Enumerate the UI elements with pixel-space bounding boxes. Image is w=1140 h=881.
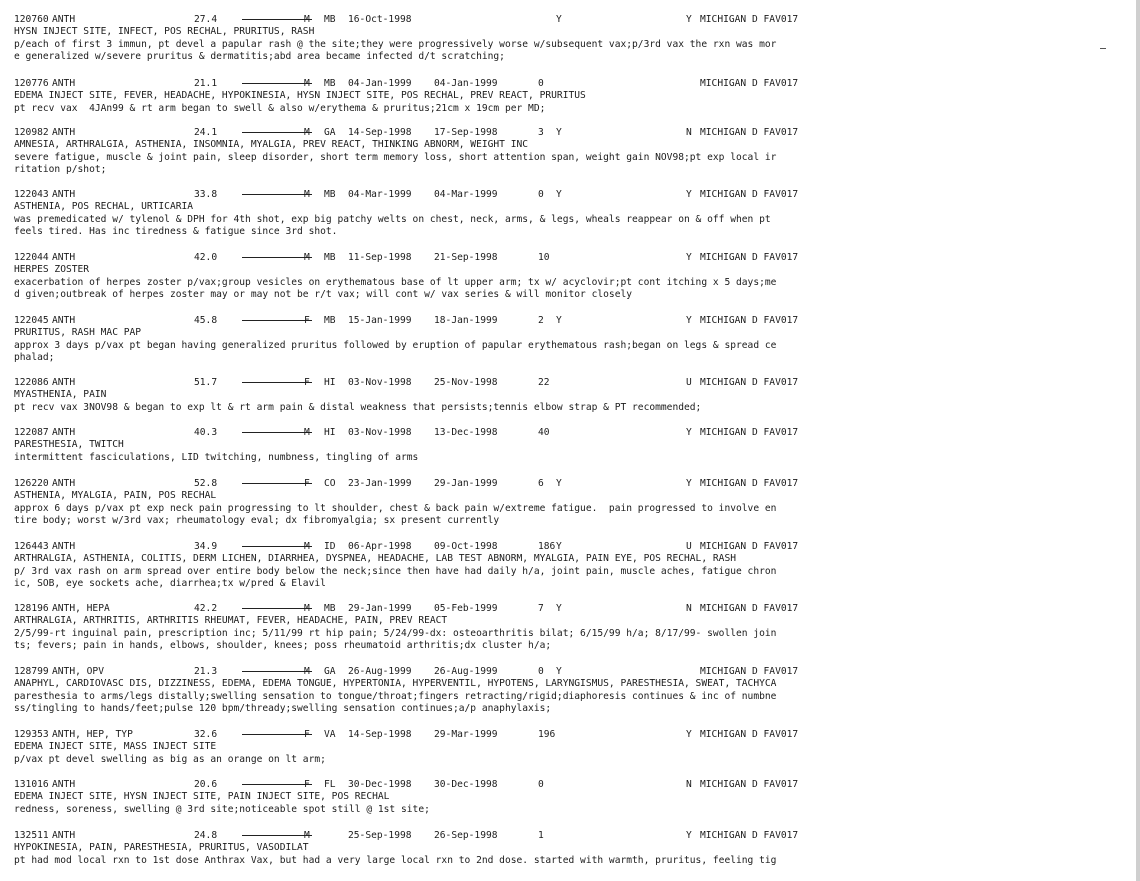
onset-date: 29-Jan-1999: [434, 478, 498, 489]
symptom-terms: HYSN INJECT SITE, INFECT, POS RECHAL, PRURITUS, RASH: [14, 26, 315, 37]
vaccine-list: ANTH, HEPA: [52, 603, 110, 614]
flag-two: Y: [686, 427, 692, 438]
case-narrative-line: severe fatigue, muscle & joint pain, sleep disorder, short term memory loss, short attention span, weight gain NOV98;pt exp local ir: [14, 151, 777, 163]
reporting-site: MICHIGAN D FAV017: [700, 127, 799, 138]
case-narrative-line: pt recv vax 3NOV98 & began to exp lt & rt arm pain & distal weakness that persists;tennis elbow strap & PT recommended;: [14, 401, 702, 413]
vaccine-list: ANTH: [52, 315, 76, 326]
case-record: [14, 427, 944, 464]
symptom-terms: MYASTHENIA, PAIN: [14, 389, 107, 400]
symptom-terms: PARESTHESIA, TWITCH: [14, 439, 124, 450]
vaccination-date: 25-Sep-1998: [348, 830, 412, 841]
onset-days: 196: [538, 729, 556, 740]
record-header: [14, 377, 944, 389]
onset-days: 186: [538, 541, 556, 552]
case-record: [14, 541, 944, 591]
patient-state: MB: [324, 78, 336, 89]
vaccination-date: 06-Apr-1998: [348, 541, 412, 552]
case-narrative-line: e generalized w/severe pruritus & dermatitis;abd area became infected d/t scratching;: [14, 51, 505, 63]
case-record: [14, 127, 944, 177]
case-narrative-line: approx 6 days p/vax pt exp neck pain progressing to lt shoulder, chest & back pain w/extreme fatigue. pain progressed to involve en: [14, 502, 777, 514]
symptom-terms: AMNESIA, ARTHRALGIA, ASTHENIA, INSOMNIA, MYALGIA, PREV REACT, THINKING ABNORM, WEIGHT INC: [14, 139, 529, 150]
vaccine-list: ANTH: [52, 427, 76, 438]
onset-date: 18-Jan-1999: [434, 315, 498, 326]
onset-date: 09-Oct-1998: [434, 541, 498, 552]
case-record: [14, 252, 944, 302]
onset-days: 0: [538, 189, 544, 200]
case-narrative-line: was premedicated w/ tylenol & DPH for 4th shot, exp big patchy welts on chest, neck, arms, & legs, wheals reappear on & off when pt: [14, 213, 771, 225]
case-record: [14, 478, 944, 528]
case-id: 122045: [14, 315, 49, 326]
record-header: [14, 14, 944, 26]
symptom-terms: ASTHENIA, MYALGIA, PAIN, POS RECHAL: [14, 490, 217, 501]
vaccine-list: ANTH: [52, 478, 76, 489]
patient-sex: M: [304, 830, 310, 841]
patient-state: ID: [324, 541, 336, 552]
case-narrative-line: approx 3 days p/vax pt began having generalized pruritus followed by eruption of papular erythematous rash;began on legs & spread ce: [14, 339, 777, 351]
onset-date: 26-Sep-1998: [434, 830, 498, 841]
redaction-line: [242, 671, 312, 672]
onset-days: 3: [538, 127, 544, 138]
reporting-site: MICHIGAN D FAV017: [700, 830, 799, 841]
case-narrative-line: intermittent fasciculations, LID twitching, numbness, tingling of arms: [14, 451, 419, 463]
patient-sex: M: [304, 666, 310, 677]
onset-days: 1: [538, 830, 544, 841]
case-record: [14, 189, 944, 239]
record-header: [14, 478, 944, 490]
case-narrative-line: tire body; worst w/3rd vax; rheumatology eval; dx fibromyalgia; sx present currently: [14, 515, 500, 527]
reporting-site: MICHIGAN D FAV017: [700, 377, 799, 388]
onset-days: 10: [538, 252, 550, 263]
onset-date: 29-Mar-1999: [434, 729, 498, 740]
record-header: [14, 729, 944, 741]
flag-one: Y: [556, 14, 562, 25]
redaction-line: [242, 132, 312, 133]
onset-date: 30-Dec-1998: [434, 779, 498, 790]
case-narrative-line: feels tired. Has inc tiredness & fatigue since 3rd shot.: [14, 226, 338, 238]
patient-sex: M: [304, 78, 310, 89]
redaction-line: [242, 784, 312, 785]
onset-days: 7: [538, 603, 544, 614]
record-header: [14, 779, 944, 791]
case-narrative-line: pt recv vax 4JAn99 & rt arm began to swell & also w/erythema & pruritus;21cm x 19cm per MD;: [14, 102, 546, 114]
vaccine-list: ANTH: [52, 189, 76, 200]
case-narrative-line: 2/5/99-rt inguinal pain, prescription inc; 5/11/99 rt hip pain; 5/24/99-dx: osteoarthritis bilat; 6/15/99 h/a; 8/17/99- swollen join: [14, 627, 777, 639]
flag-two: Y: [686, 252, 692, 263]
flag-one: Y: [556, 541, 562, 552]
patient-state: HI: [324, 377, 336, 388]
reporting-site: MICHIGAN D FAV017: [700, 478, 799, 489]
record-header: [14, 666, 944, 678]
case-record: [14, 603, 944, 653]
patient-sex: F: [304, 315, 310, 326]
patient-age: 27.4: [194, 14, 218, 25]
flag-two: Y: [686, 830, 692, 841]
vaccine-list: ANTH, HEP, TYP: [52, 729, 133, 740]
redaction-line: [242, 19, 312, 20]
case-id: 131016: [14, 779, 49, 790]
patient-sex: M: [304, 541, 310, 552]
patient-sex: M: [304, 603, 310, 614]
symptom-terms: PRURITUS, RASH MAC PAP: [14, 327, 142, 338]
vaccine-list: ANTH: [52, 127, 76, 138]
case-narrative-line: p/each of first 3 immun, pt devel a papular rash @ the site;they were progressively worse w/subsequent vax;p/3rd vax the rxn was mor: [14, 38, 777, 50]
reporting-site: MICHIGAN D FAV017: [700, 189, 799, 200]
case-narrative-line: phalad;: [14, 352, 55, 364]
case-id: 128799: [14, 666, 49, 677]
flag-two: Y: [686, 315, 692, 326]
redaction-line: [242, 835, 312, 836]
onset-days: 2: [538, 315, 544, 326]
flag-one: Y: [556, 315, 562, 326]
vaccination-date: 04-Jan-1999: [348, 78, 412, 89]
patient-sex: F: [304, 478, 310, 489]
onset-days: 6: [538, 478, 544, 489]
case-narrative-line: p/vax pt devel swelling as big as an orange on lt arm;: [14, 753, 326, 765]
page-edge-shadow: [1136, 0, 1140, 881]
symptom-terms: HERPES ZOSTER: [14, 264, 90, 275]
flag-two: U: [686, 377, 692, 388]
case-id: 122043: [14, 189, 49, 200]
patient-sex: M: [304, 427, 310, 438]
record-header: [14, 127, 944, 139]
record-header: [14, 830, 944, 842]
patient-sex: M: [304, 127, 310, 138]
flag-two: Y: [686, 189, 692, 200]
record-header: [14, 252, 944, 264]
vaccination-date: 14-Sep-1998: [348, 729, 412, 740]
flag-one: Y: [556, 666, 562, 677]
flag-one: Y: [556, 127, 562, 138]
case-record: [14, 315, 944, 365]
reporting-site: MICHIGAN D FAV017: [700, 14, 799, 25]
symptom-terms: ARTHRALGIA, ARTHRITIS, ARTHRITIS RHEUMAT, FEVER, HEADACHE, PAIN, PREV REACT: [14, 615, 448, 626]
patient-state: MB: [324, 315, 336, 326]
record-header: [14, 427, 944, 439]
vaccination-date: 26-Aug-1999: [348, 666, 412, 677]
case-narrative-line: d given;outbreak of herpes zoster may or may not be r/t vax; will cont w/ vax series & will monitor closely: [14, 289, 633, 301]
patient-sex: M: [304, 252, 310, 263]
patient-age: 42.2: [194, 603, 218, 614]
patient-age: 21.1: [194, 78, 218, 89]
reporting-site: MICHIGAN D FAV017: [700, 78, 799, 89]
onset-days: 0: [538, 779, 544, 790]
case-record: [14, 779, 944, 816]
case-id: 129353: [14, 729, 49, 740]
patient-age: 21.3: [194, 666, 218, 677]
onset-days: 0: [538, 78, 544, 89]
vaccination-date: 03-Nov-1998: [348, 427, 412, 438]
reporting-site: MICHIGAN D FAV017: [700, 729, 799, 740]
case-record: [14, 830, 944, 867]
reporting-site: MICHIGAN D FAV017: [700, 603, 799, 614]
case-narrative-line: ss/tingling to hands/feet;pulse 120 bpm/thready;swelling sensation continues;a/p anaphylaxis;: [14, 703, 552, 715]
case-narrative-line: paresthesia to arms/legs distally;swelling sensation to tongue/throat;fingers retracting/rigid;diaphoresis continues & inc of numbne: [14, 690, 777, 702]
patient-state: MB: [324, 603, 336, 614]
case-narrative-line: ic, SOB, eye sockets ache, diarrhea;tx w/pred & Elavil: [14, 578, 326, 590]
patient-state: MB: [324, 252, 336, 263]
record-header: [14, 315, 944, 327]
patient-state: HI: [324, 427, 336, 438]
patient-age: 45.8: [194, 315, 218, 326]
flag-one: Y: [556, 478, 562, 489]
symptom-terms: ANAPHYL, CARDIOVASC DIS, DIZZINESS, EDEMA, EDEMA TONGUE, HYPERTONIA, HYPERVENTIL, HYPOTENS, LARYNGISMUS, PARESTHESIA, SWEAT, TACHYCA: [14, 678, 777, 689]
case-id: 122086: [14, 377, 49, 388]
flag-two: U: [686, 541, 692, 552]
redaction-line: [242, 83, 312, 84]
record-header: [14, 189, 944, 201]
patient-age: 24.8: [194, 830, 218, 841]
symptom-terms: EDEMA INJECT SITE, FEVER, HEADACHE, HYPOKINESIA, HYSN INJECT SITE, POS RECHAL, PREV REACT, PRURITUS: [14, 90, 586, 101]
patient-state: MB: [324, 189, 336, 200]
redaction-line: [242, 483, 312, 484]
vaccination-date: 11-Sep-1998: [348, 252, 412, 263]
case-narrative-line: redness, soreness, swelling @ 3rd site;noticeable spot still @ 1st site;: [14, 803, 430, 815]
patient-sex: F: [304, 729, 310, 740]
vaccine-list: ANTH: [52, 78, 76, 89]
flag-two: N: [686, 127, 692, 138]
onset-date: 04-Mar-1999: [434, 189, 498, 200]
patient-age: 42.0: [194, 252, 218, 263]
case-id: 122087: [14, 427, 49, 438]
patient-sex: F: [304, 779, 310, 790]
patient-state: VA: [324, 729, 336, 740]
case-narrative-line: exacerbation of herpes zoster p/vax;group vesicles on erythematous base of lt upper arm; tx w/ acyclovir;pt cont itching x 5 days;me: [14, 276, 777, 288]
redaction-line: [242, 608, 312, 609]
patient-sex: M: [304, 189, 310, 200]
case-id: 120760: [14, 14, 49, 25]
case-id: 120982: [14, 127, 49, 138]
case-id: 122044: [14, 252, 49, 263]
reporting-site: MICHIGAN D FAV017: [700, 541, 799, 552]
redaction-line: [242, 320, 312, 321]
patient-state: GA: [324, 127, 336, 138]
case-id: 128196: [14, 603, 49, 614]
onset-days: 22: [538, 377, 550, 388]
vaccination-date: 29-Jan-1999: [348, 603, 412, 614]
record-header: [14, 603, 944, 615]
vaccination-date: 16-Oct-1998: [348, 14, 412, 25]
symptom-terms: EDEMA INJECT SITE, HYSN INJECT SITE, PAIN INJECT SITE, POS RECHAL: [14, 791, 390, 802]
flag-one: Y: [556, 603, 562, 614]
vaccine-list: ANTH: [52, 779, 76, 790]
record-header: [14, 78, 944, 90]
vaccine-list: ANTH, OPV: [52, 666, 104, 677]
patient-state: CO: [324, 478, 336, 489]
patient-age: 20.6: [194, 779, 218, 790]
margin-mark: [1100, 48, 1106, 49]
case-id: 132511: [14, 830, 49, 841]
redaction-line: [242, 734, 312, 735]
onset-date: 17-Sep-1998: [434, 127, 498, 138]
symptom-terms: ARTHRALGIA, ASTHENIA, COLITIS, DERM LICHEN, DIARRHEA, DYSPNEA, HEADACHE, LAB TEST ABNORM, MYALGIA, PAIN EYE, POS RECHAL, RASH: [14, 553, 736, 564]
case-record: [14, 666, 944, 716]
onset-date: 25-Nov-1998: [434, 377, 498, 388]
reporting-site: MICHIGAN D FAV017: [700, 427, 799, 438]
flag-two: N: [686, 603, 692, 614]
patient-age: 52.8: [194, 478, 218, 489]
symptom-terms: ASTHENIA, POS RECHAL, URTICARIA: [14, 201, 194, 212]
vaccination-date: 15-Jan-1999: [348, 315, 412, 326]
case-narrative-line: ritation p/shot;: [14, 164, 107, 176]
vaccination-date: 23-Jan-1999: [348, 478, 412, 489]
onset-date: 13-Dec-1998: [434, 427, 498, 438]
patient-age: 51.7: [194, 377, 218, 388]
vaccine-list: ANTH: [52, 377, 76, 388]
case-id: 126443: [14, 541, 49, 552]
redaction-line: [242, 257, 312, 258]
reporting-site: MICHIGAN D FAV017: [700, 666, 799, 677]
case-record: [14, 78, 944, 115]
case-id: 126220: [14, 478, 49, 489]
vaccine-list: ANTH: [52, 14, 76, 25]
patient-sex: M: [304, 14, 310, 25]
flag-two: N: [686, 779, 692, 790]
onset-days: 40: [538, 427, 550, 438]
vaccination-date: 04-Mar-1999: [348, 189, 412, 200]
vaccine-list: ANTH: [52, 830, 76, 841]
patient-state: FL: [324, 779, 336, 790]
onset-date: 26-Aug-1999: [434, 666, 498, 677]
redaction-line: [242, 546, 312, 547]
flag-two: Y: [686, 729, 692, 740]
vaccine-list: ANTH: [52, 252, 76, 263]
redaction-line: [242, 382, 312, 383]
redaction-line: [242, 194, 312, 195]
case-narrative-line: p/ 3rd vax rash on arm spread over entire body below the neck;since then have had daily h/a, joint pain, muscle aches, fatigue chron: [14, 565, 777, 577]
symptom-terms: EDEMA INJECT SITE, MASS INJECT SITE: [14, 741, 217, 752]
vaccination-date: 03-Nov-1998: [348, 377, 412, 388]
case-id: 120776: [14, 78, 49, 89]
vaccination-date: 30-Dec-1998: [348, 779, 412, 790]
onset-date: 05-Feb-1999: [434, 603, 498, 614]
reporting-site: MICHIGAN D FAV017: [700, 315, 799, 326]
case-record: [14, 729, 944, 766]
case-narrative-line: ts; fevers; pain in hands, elbows, shoulder, knees; poss rheumatoid arthritis;dx cluster h/a;: [14, 640, 552, 652]
patient-state: GA: [324, 666, 336, 677]
patient-age: 34.9: [194, 541, 218, 552]
reporting-site: MICHIGAN D FAV017: [700, 252, 799, 263]
patient-sex: F: [304, 377, 310, 388]
reporting-site: MICHIGAN D FAV017: [700, 779, 799, 790]
patient-state: MB: [324, 14, 336, 25]
case-narrative-line: pt had mod local rxn to 1st dose Anthrax Vax, but had a very large local rxn to 2nd dose. started with warmth, pruritus, feeling tig: [14, 854, 777, 866]
onset-date: 21-Sep-1998: [434, 252, 498, 263]
patient-age: 33.8: [194, 189, 218, 200]
record-header: [14, 541, 944, 553]
symptom-terms: HYPOKINESIA, PAIN, PARESTHESIA, PRURITUS, VASODILAT: [14, 842, 309, 853]
flag-one: Y: [556, 189, 562, 200]
vaccine-list: ANTH: [52, 541, 76, 552]
flag-two: Y: [686, 478, 692, 489]
redaction-line: [242, 432, 312, 433]
patient-age: 32.6: [194, 729, 218, 740]
case-record: [14, 377, 944, 414]
patient-age: 24.1: [194, 127, 218, 138]
flag-two: Y: [686, 14, 692, 25]
onset-date: 04-Jan-1999: [434, 78, 498, 89]
vaccination-date: 14-Sep-1998: [348, 127, 412, 138]
patient-age: 40.3: [194, 427, 218, 438]
onset-days: 0: [538, 666, 544, 677]
case-record: [14, 14, 944, 64]
